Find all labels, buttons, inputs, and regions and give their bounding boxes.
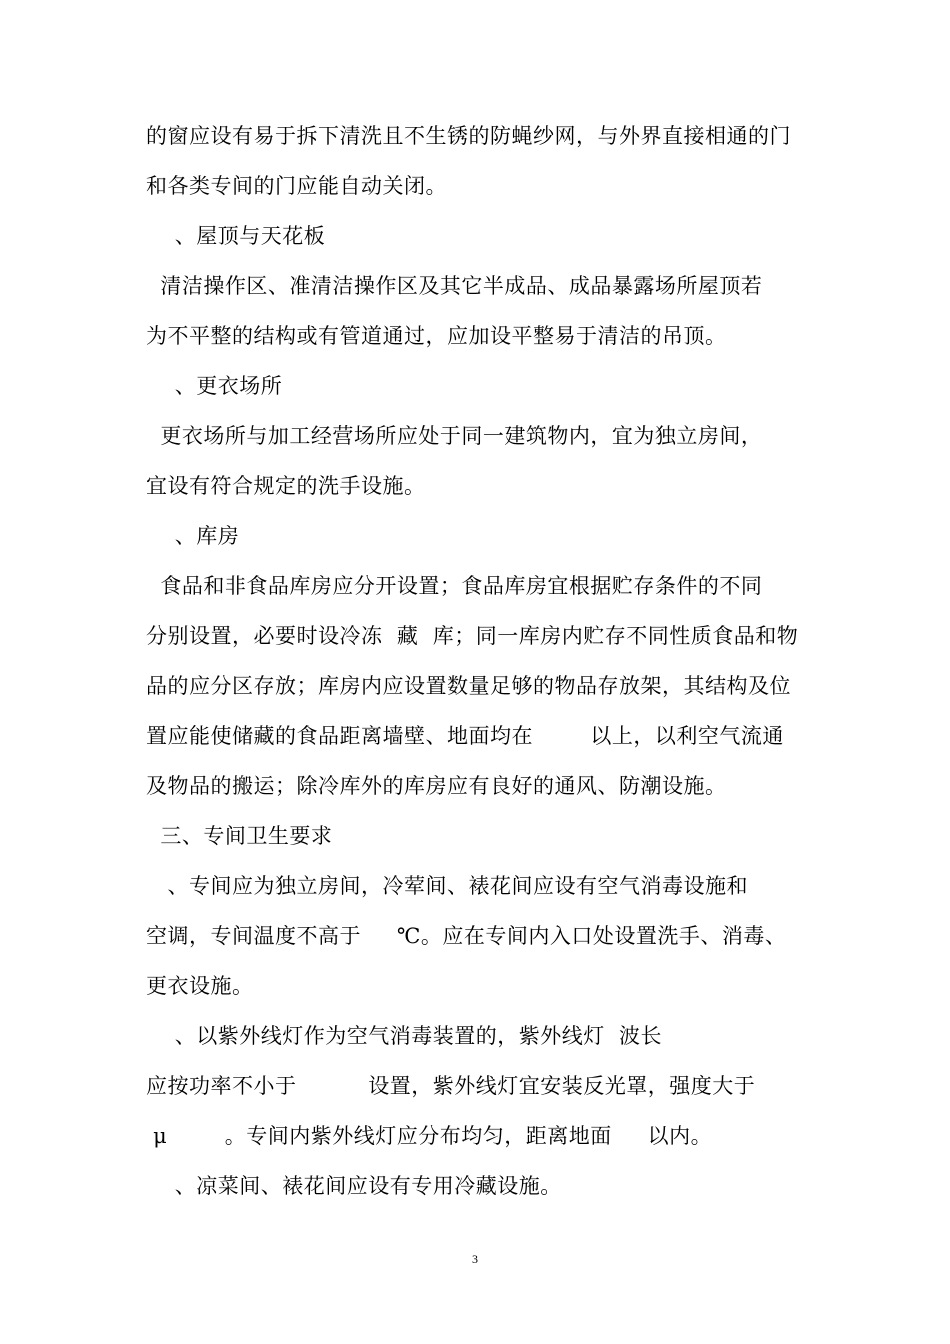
section-heading: 、库房 <box>146 524 240 548</box>
text-line: 品的应分区存放；库房内应设置数量足够的物品存放架，其结构及位 <box>146 674 791 698</box>
text-line: 清洁操作区、准清洁操作区及其它半成品、成品暴露场所屋顶若 <box>146 274 763 298</box>
text-line: 为不平整的结构或有管道通过，应加设平整易于清洁的吊顶。 <box>146 324 727 348</box>
text-line: 食品和非食品库房应分开设置；食品库房宜根据贮存条件的不同 <box>146 574 763 598</box>
text-line: 置应能使储藏的食品距离墙壁、地面均在 以上，以利空气流通 <box>146 724 784 748</box>
text-line: 、凉菜间、裱花间应设有专用冷藏设施。 <box>146 1174 562 1198</box>
text-line: 更衣设施。 <box>146 974 254 998</box>
text-line: 宜设有符合规定的洗手设施。 <box>146 474 426 498</box>
text-line: 应按功率不小于 设置，紫外线灯宜安装反光罩，强度大于 <box>146 1074 756 1098</box>
section-heading: 、屋顶与天花板 <box>146 224 326 248</box>
page-number: 3 <box>472 1252 478 1266</box>
text-line: 及物品的搬运；除冷库外的库房应有良好的通风、防潮设施。 <box>146 774 727 798</box>
text-line: 和各类专间的门应能自动关闭。 <box>146 174 447 198</box>
text-line: 、专间应为独立房间，冷荤间、裱花间应设有空气消毒设施和 <box>146 874 749 898</box>
text-line: 分别设置，必要时设冷冻 藏 库；同一库房内贮存不同性质食品和物 <box>146 624 799 648</box>
text-line: μ 。专间内紫外线灯应分布均匀，距离地面 以内。 <box>146 1124 713 1148</box>
section-heading: 三、专间卫生要求 <box>146 824 333 848</box>
section-heading: 、更衣场所 <box>146 374 283 398</box>
text-line: 的窗应设有易于拆下清洗且不生锈的防蝇纱网，与外界直接相通的门 <box>146 124 791 148</box>
text-line: 空调，专间温度不高于 ℃。应在专间内入口处设置洗手、消毒、 <box>146 924 787 948</box>
text-line: 更衣场所与加工经营场所应处于同一建筑物内，宜为独立房间， <box>146 424 763 448</box>
text-line: 、以紫外线灯作为空气消毒装置的，紫外线灯 波长 <box>146 1024 663 1048</box>
